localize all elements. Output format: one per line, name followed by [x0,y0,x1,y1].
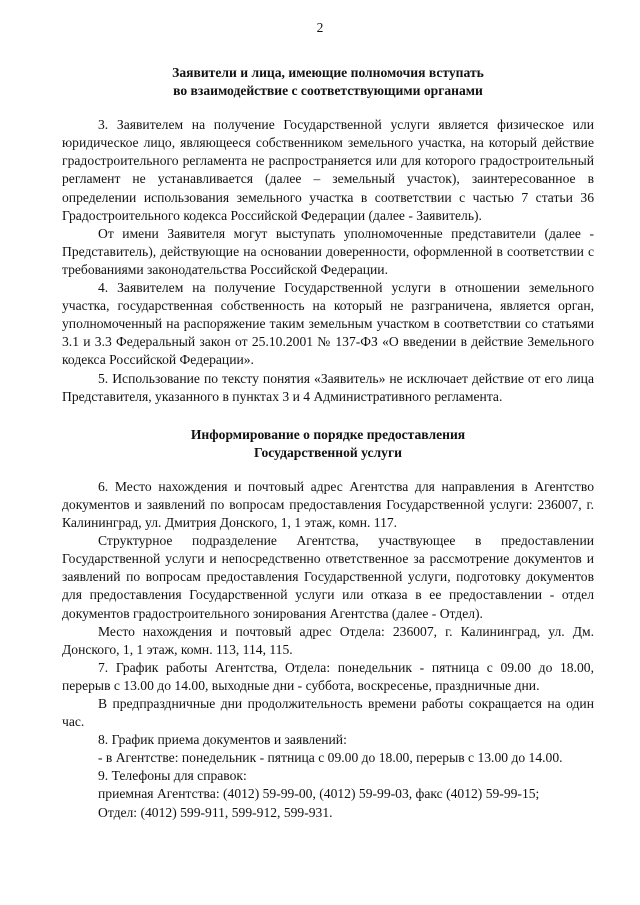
paragraph-8: 8. График приема документов и заявлений: [98,732,347,748]
paragraph-3: 3. Заявителем на получение Государственной услуги является физическое или юридическое лицо, являющееся собственником земельного участка, на который действие градостроительного регламента не распространяется или для которого градостроительный регламент не устанавливается (далее – земельный участок), заинтересованное в определении использования земельного участка в соответствии с частью 7 статьи 36 Градостроительного кодекса Российской Федерации (далее - Заявитель). [62,117,594,223]
paragraph-department-address: Место нахождения и почтовый адрес Отдела: 236007, г. Калининград, ул. Дм. Донского, 1, 1 этаж, комн. 113, 114, 115. [62,623,594,657]
heading-line: Государственной услуги [254,444,402,460]
paragraph-4: 4. Заявителем на получение Государственной услуги в отношении земельного участка, государственная собственность на который не разграничена, является орган, уполномоченный на распоряжение таким земельным участком в соответствии со статьями 3.1 и 3.3 Федеральный закон от 25.10.2001 № 137-ФЗ «О введении в действие Земельного кодекса Российской Федерации». [62,280,594,368]
paragraph-9: 9. Телефоны для справок: [98,768,247,784]
paragraph-pre-holiday: В предпраздничные дни продолжительность времени работы сокращается на один час. [62,696,594,730]
section-heading-applicants [62,64,594,100]
heading-line: во взаимодействие с соответствующими органами [173,83,483,99]
page-number: 2 [316,20,324,35]
phone-line-department: Отдел: (4012) 599-911, 599-912, 599-931. [98,804,333,820]
section-heading-informing [62,426,594,462]
paragraph-8-item: - в Агентстве: понедельник - пятница с 09.00 до 18.00, перерыв с 13.00 до 14.00. [98,750,563,766]
heading-line: Информирование о порядке предоставления [190,426,466,442]
phone-line-agency: приемная Агентства: (4012) 59-99-00, (4012) 59-99-03, факс (4012) 59-99-15; [98,786,540,802]
paragraph-5: 5. Использование по тексту понятия «Заявитель» не исключает действие от его лица Представителя, указанного в пунктах 3 и 4 Административного регламента. [62,370,594,404]
heading-line: Заявители и лица, имеющие полномочия вступать [172,65,484,80]
paragraph-structural-unit: Структурное подразделение Агентства, участвующее в предоставлении Государственной услуги и непосредственно ответственное за рассмотрение документов и заявлений по вопросам предоставления Государственной услуги, подготовку документов для предоставления Государственной услуги или отказа в ее предоставлении - отдел документов градостроительного зонирования Агентства (далее - Отдел). [62,533,594,621]
paragraph-7: 7. График работы Агентства, Отдела: понедельник - пятница с 09.00 до 18.00, перерыв с 13.00 до 14.00, выходные дни - суббота, воскресенье, праздничные дни. [62,659,594,693]
paragraph-representatives: От имени Заявителя могут выступать уполномоченные представители (далее - Представитель), действующие на основании доверенности, оформленной в соответствии с требованиями законодательства Российской Федерации. [62,225,594,277]
paragraph-6: 6. Место нахождения и почтовый адрес Агентства для направления в Агентство документов и заявлений по вопросам предоставления Государственной услуги: 236007, г. Калининград, ул. Дмитрия Донского, 1, 1 этаж, комн. 117. [62,478,594,531]
document-body [62,64,594,822]
